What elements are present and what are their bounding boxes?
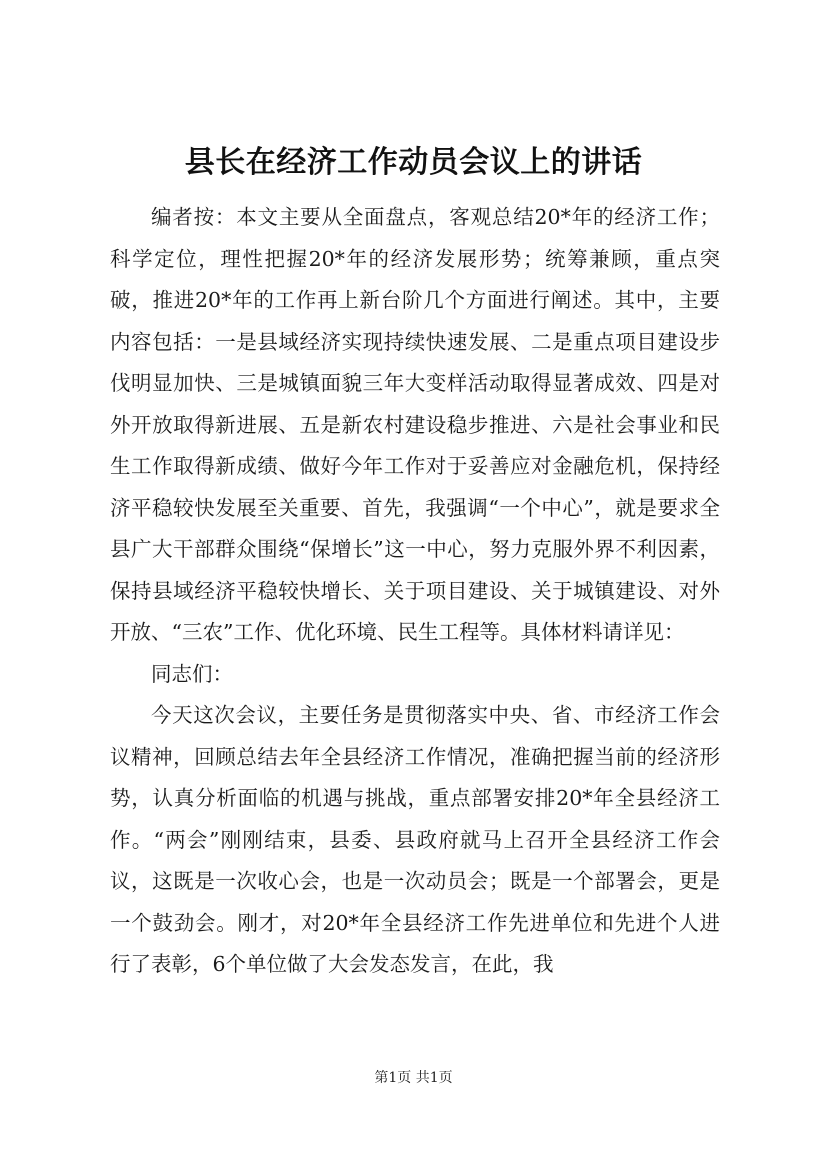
editor-note-paragraph: 编者按：本文主要从全面盘点，客观总结20*年的经济工作；科学定位，理性把握20*年的经济发展形势；统筹兼顾，重点突破，推进20*年的工作再上新台阶几个方面进行阐述。其中，主要内容包括：一是县域经济实现持续快速发展、二是重点项目建设步伐明显加快、三是城镇面貌三年大变样活动取得显著成效、四是对外开放取得新进展、五是新农村建设稳步推进、六是社会事业和民生工作取得新成绩、做好今年工作对于妥善应对金融危机，保持经济平稳较快发展至关重要、首先，我强调“一个中心”，就是要求全县广大干部群众围绕“保增长”这一中心，努力克服外界不利因素，保持县域经济平稳较快增长、关于项目建设、关于城镇建设、对外开放、“三农”工作、优化环境、民生工程等。具体材料请详见： <box>110 205 720 644</box>
document-body <box>110 197 720 986</box>
page-number-footer: 第1页 共1页 <box>374 1070 453 1086</box>
document-title: 县长在经济工作动员会议上的讲话 <box>184 145 643 180</box>
salutation-paragraph: 同志们： <box>151 661 233 686</box>
speech-paragraph: 今天这次会议，主要任务是贯彻落实中央、省、市经济工作会议精神，回顾总结去年全县经济工作情况，准确把握当前的经济形势，认真分析面临的机遇与挑战，重点部署安排20*年全县经济工作。“两会”刚刚结束，县委、县政府就马上召开全县经济工作会议，这既是一次收心会，也是一次动员会；既是一个部署会，更是一个鼓劲会。刚才，对20*年全县经济工作先进单位和先进个人进行了表彰，6个单位做了大会发态发言，在此，我 <box>110 703 720 976</box>
